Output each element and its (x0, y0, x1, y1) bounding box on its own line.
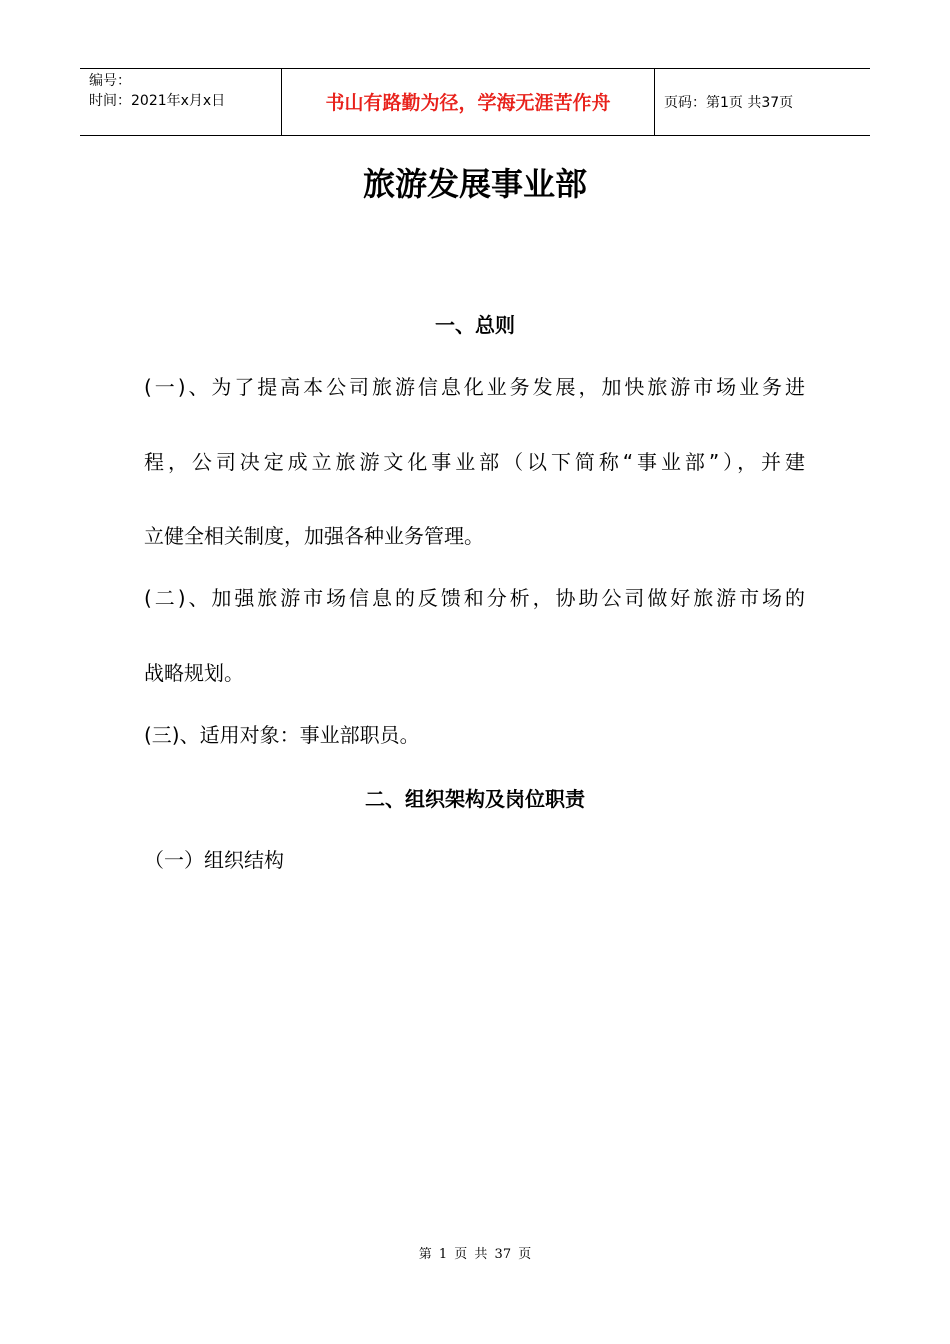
subsection-structure: （一）组织结构 (144, 848, 284, 872)
paragraph-3: (三)、适用对象：事业部职员。 (144, 723, 420, 747)
document-header (80, 68, 870, 136)
paragraph-2-line-1: (二)、加强旅游市场信息的反馈和分析，协助公司做好旅游市场的 (144, 586, 805, 610)
date-label: 时间：2021年x月x日 (89, 93, 226, 109)
section-heading-organization: 二、组织架构及岗位职责 (365, 787, 585, 811)
section-heading-general: 一、总则 (435, 313, 515, 337)
page-footer: 第 1 页 共 37 页 (418, 1247, 532, 1262)
header-meta-cell (80, 69, 281, 135)
header-motto: 书山有路勤为径，学海无涯苦作舟 (281, 69, 655, 135)
header-page-info: 页码：第1页 共37页 (664, 95, 794, 111)
document-title: 旅游发展事业部 (362, 165, 587, 203)
paragraph-1-line-3: 立健全相关制度，加强各种业务管理。 (144, 524, 484, 548)
number-label: 编号： (89, 73, 131, 89)
paragraph-1-line-2: 程，公司决定成立旅游文化事业部（以下简称“事业部”），并建 (144, 450, 805, 474)
paragraph-2-line-2: 战略规划。 (144, 661, 244, 685)
paragraph-1-line-1: (一)、为了提高本公司旅游信息化业务发展，加快旅游市场业务进 (144, 375, 805, 399)
